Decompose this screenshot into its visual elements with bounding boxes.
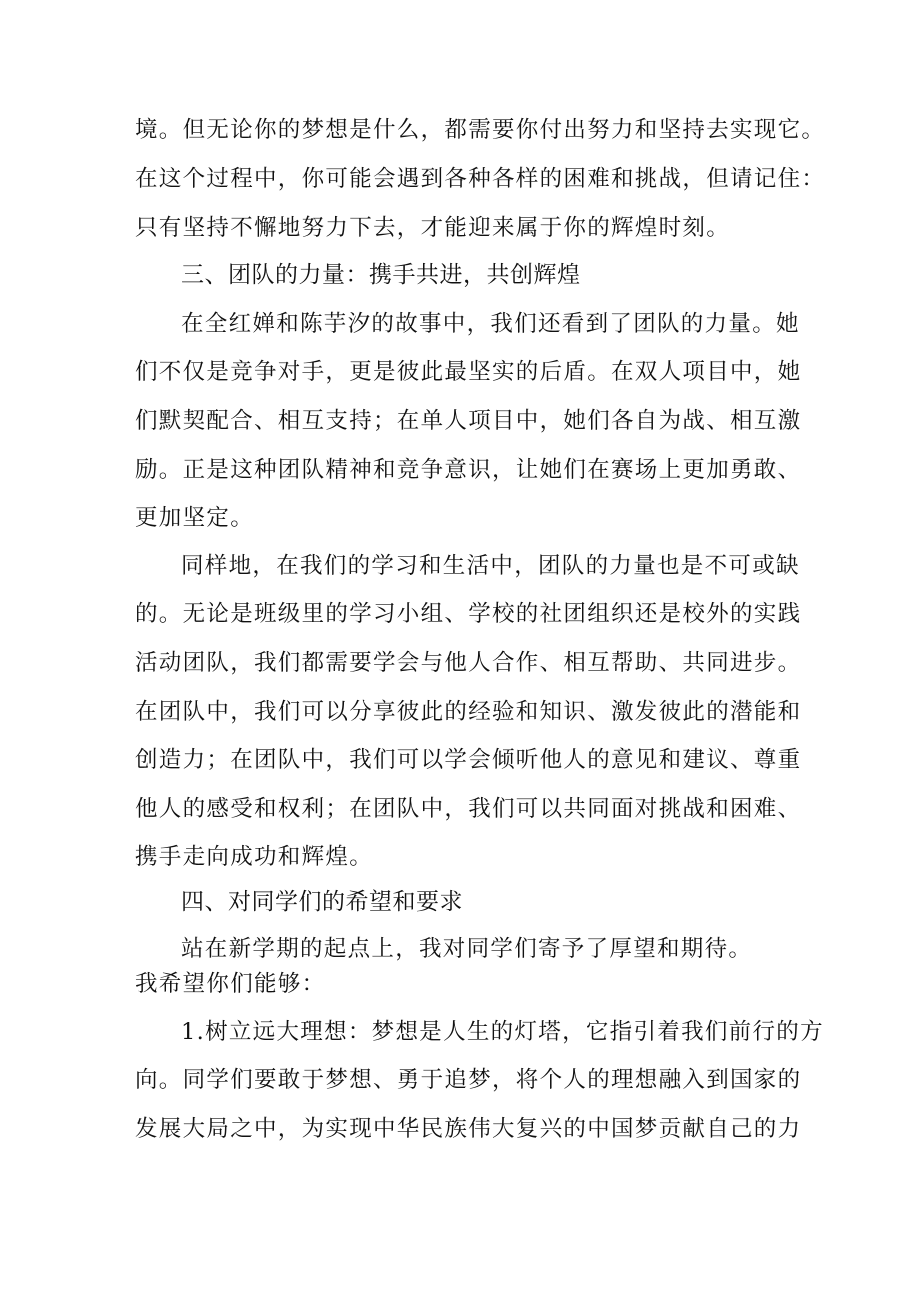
paragraph-line: 只有坚持不懈地努力下去，才能迎来属于你的辉煌时刻。 xyxy=(135,215,731,241)
section-heading: 三、团队的力量：携手共进，共创辉煌 xyxy=(181,262,581,288)
paragraph-line: 携手走向成功和辉煌。 xyxy=(135,844,374,870)
paragraph-line: 更加坚定。 xyxy=(135,505,255,531)
paragraph-line: 的。无论是班级里的学习小组、学校的社团组织还是校外的实践 xyxy=(135,601,802,627)
paragraph-line: 向。同学们要敢于梦想、勇于追梦，将个人的理想融入到国家的 xyxy=(135,1067,802,1093)
paragraph-line: 创造力；在团队中，我们可以学会倾听他人的意见和建议、尊重 xyxy=(135,747,802,773)
section-heading: 四、对同学们的希望和要求 xyxy=(181,889,463,915)
paragraph-line: 同样地，在我们的学习和生活中，团队的力量也是不可或缺 xyxy=(181,553,800,579)
paragraph-line: 们不仅是竞争对手，更是彼此最坚实的后盾。在双人项目中，她 xyxy=(135,359,802,385)
paragraph-line: 他人的感受和权利；在团队中，我们可以共同面对挑战和困难、 xyxy=(135,796,802,822)
paragraph-line: 1.树立远大理想：梦想是人生的灯塔，它指引着我们前行的方 xyxy=(181,1019,824,1045)
paragraph-line: 在全红婵和陈芋汐的故事中，我们还看到了团队的力量。她 xyxy=(181,311,800,337)
paragraph-line: 们默契配合、相互支持；在单人项目中，她们各自为战、相互激 xyxy=(135,408,802,434)
paragraph-line: 我希望你们能够： xyxy=(135,971,326,997)
paragraph-line: 发展大局之中，为实现中华民族伟大复兴的中国梦贡献自己的力 xyxy=(135,1116,802,1142)
paragraph-line: 励。正是这种团队精神和竞争意识，让她们在赛场上更加勇敢、 xyxy=(135,457,802,483)
paragraph-line: 站在新学期的起点上，我对同学们寄予了厚望和期待。 xyxy=(181,936,753,962)
paragraph-line: 活动团队，我们都需要学会与他人合作、相互帮助、共同进步。 xyxy=(135,650,802,676)
paragraph-line: 境。但无论你的梦想是什么，都需要你付出努力和坚持去实现它。 xyxy=(135,117,826,143)
paragraph-line: 在这个过程中，你可能会遇到各种各样的困难和挑战，但请记住： xyxy=(135,166,826,192)
paragraph-line: 在团队中，我们可以分享彼此的经验和知识、激发彼此的潜能和 xyxy=(135,699,802,725)
